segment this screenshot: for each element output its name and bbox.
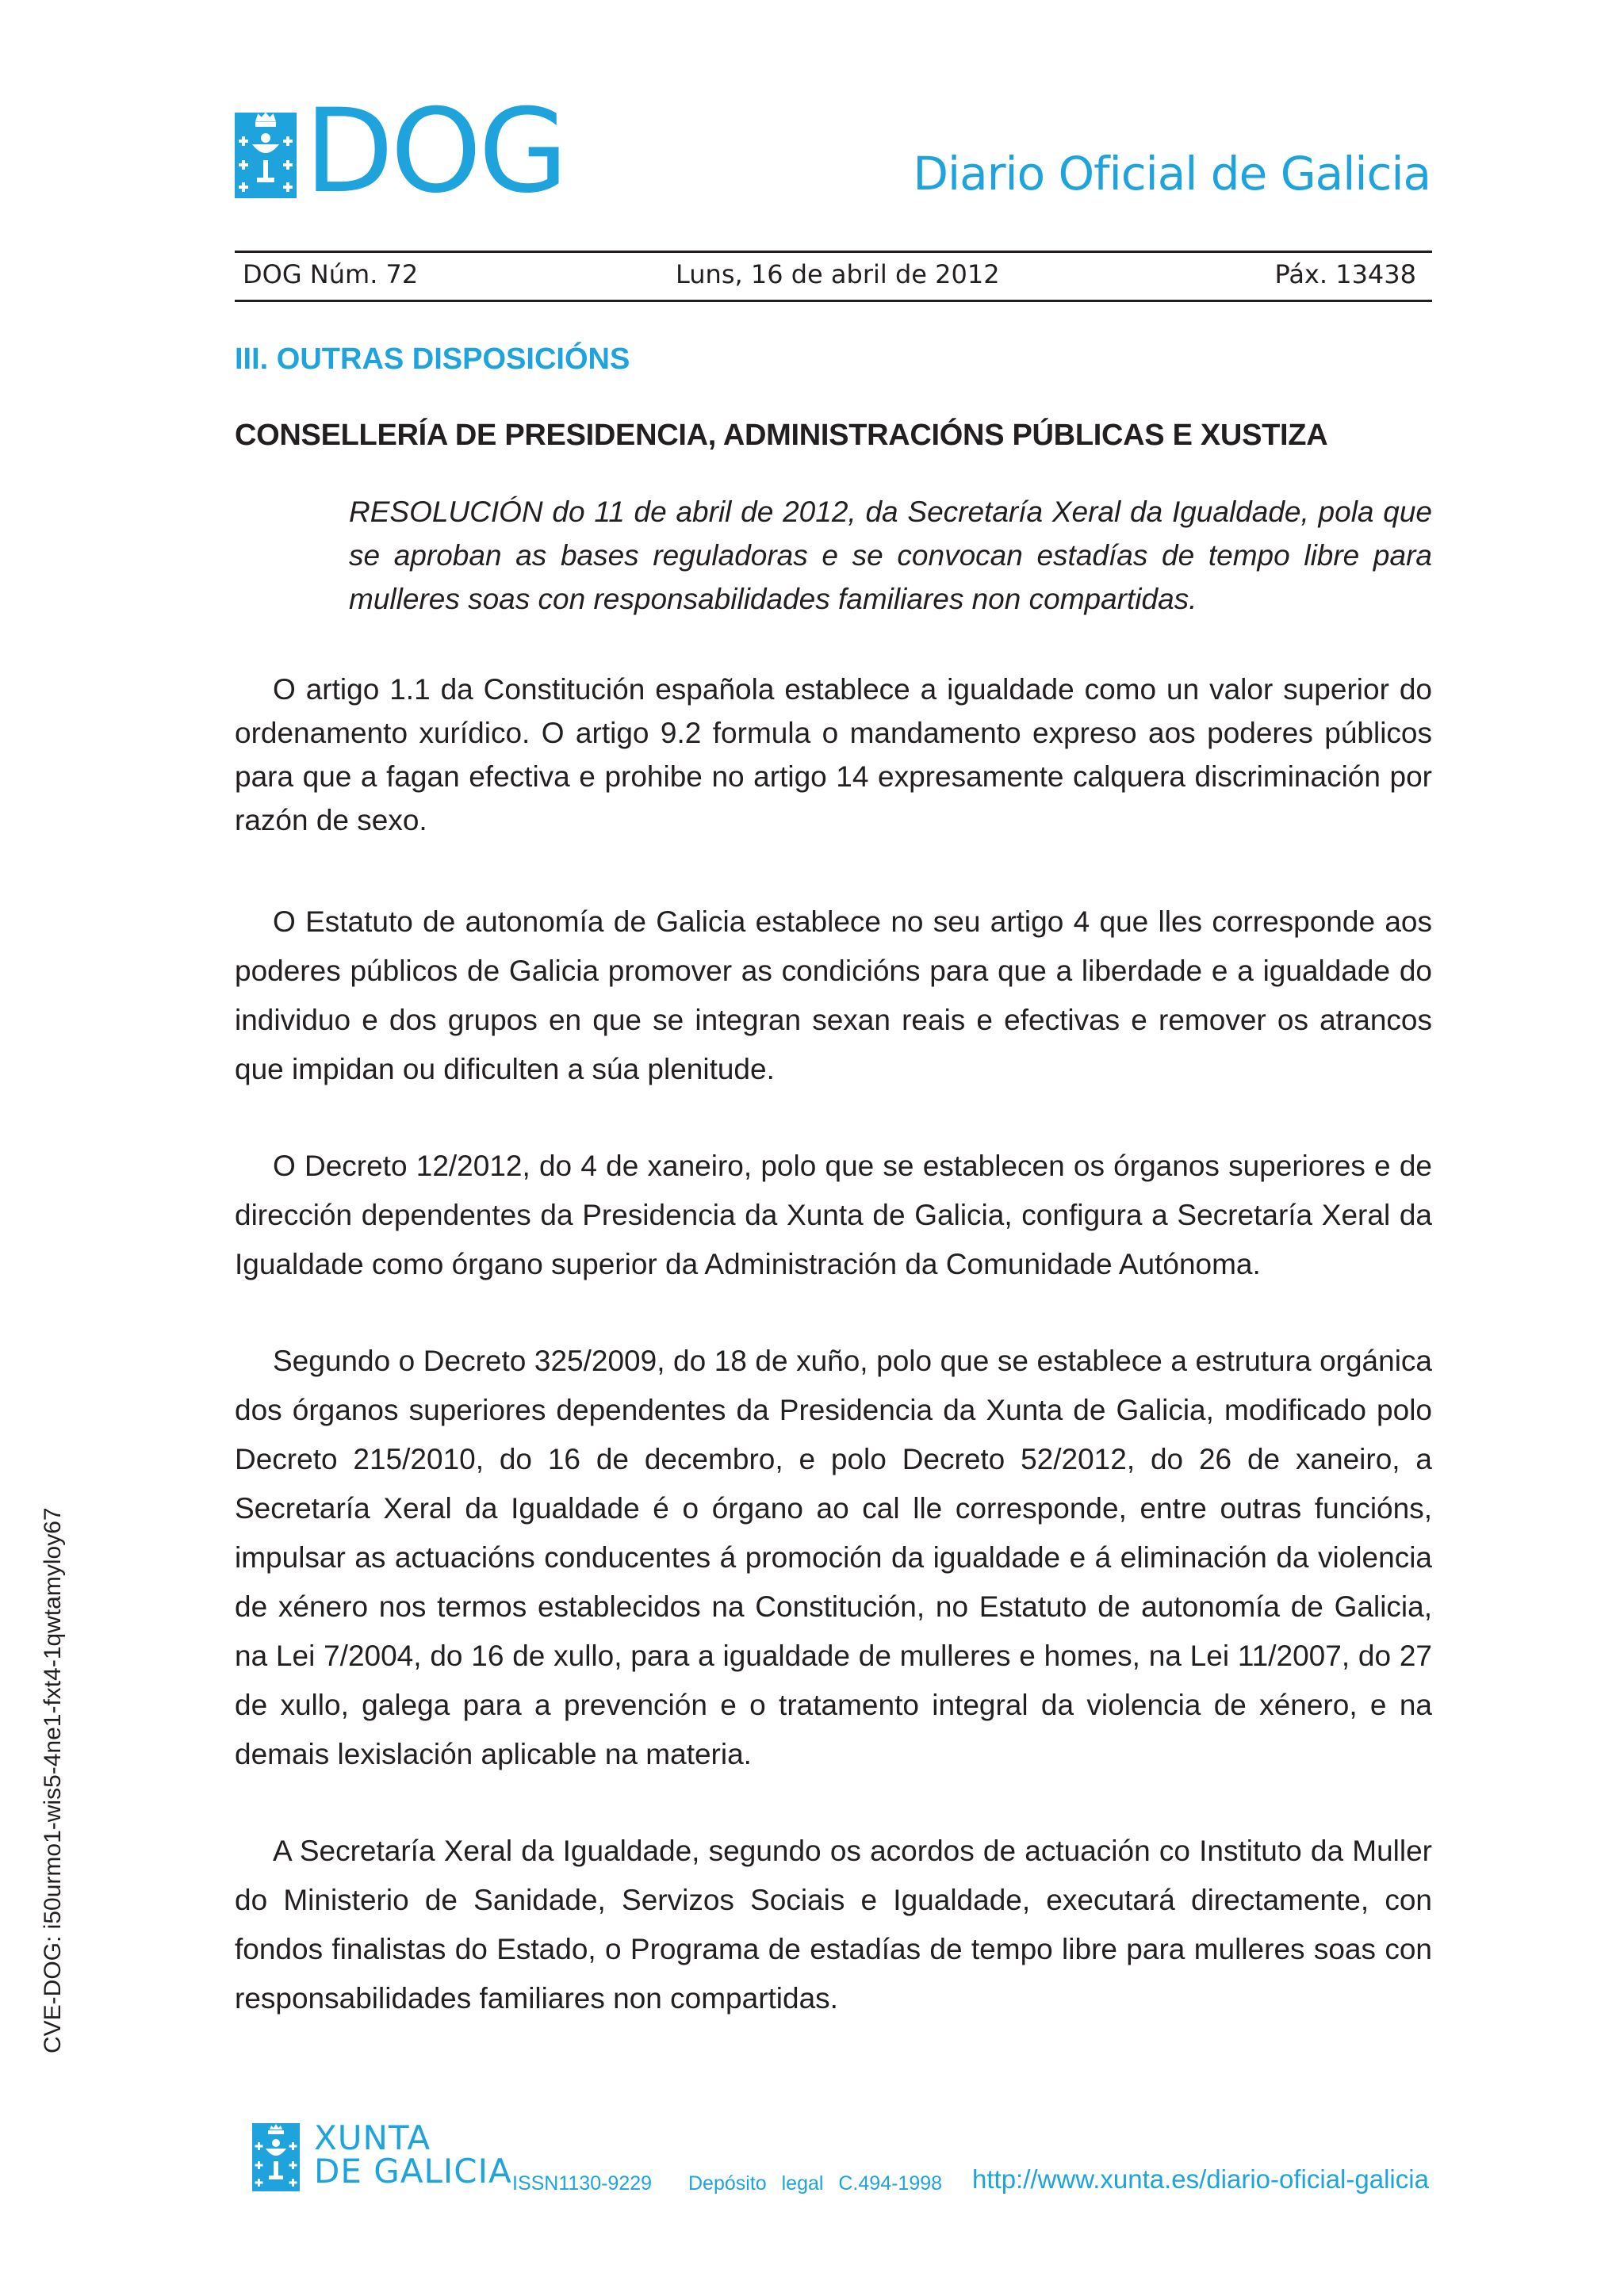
galicia-coat-of-arms-icon (235, 113, 297, 198)
issue-date: Luns, 16 de abril de 2012 (676, 259, 1000, 289)
cve-code: CVE-DOG: i50urmo1-wis5-4ne1-fxt4-1qwtamyloy67 (40, 1507, 66, 2053)
journal-title: Diario Oficial de Galicia (913, 147, 1431, 201)
dog-wordmark: DOG (304, 84, 565, 219)
issue-number: DOG Núm. 72 (243, 259, 419, 289)
xunta-line1: XUNTA (314, 2118, 431, 2157)
dog-logo (235, 113, 297, 198)
ministry-title: CONSELLERÍA DE PRESIDENCIA, ADMINISTRACIÓNS PÚBLICAS E XUSTIZA (235, 419, 1328, 452)
resolution-summary: RESOLUCIÓN do 11 de abril de 2012, da Secretaría Xeral da Igualdade, pola que se aproban as bases reguladoras e se convocan estadías de tempo libre para mulleres soas con responsabilidades familiares non compartidas. (349, 496, 1432, 615)
header-bottom-rule (235, 300, 1432, 302)
header-top-rule (235, 251, 1432, 253)
xunta-line2: DE GALICIA (314, 2152, 512, 2191)
section-title: III. OUTRAS DISPOSICIÓNS (235, 342, 630, 376)
xunta-emblem-icon (252, 2123, 300, 2191)
body-paragraph: O artigo 1.1 da Constitución española establece a igualdade como un valor superior do ordenamento xurídico. O artigo 9.2 formula o mandamento expreso aos poderes públicos para que a fagan efectiva e prohibe no artigo 14 expresamente calquera discriminación por razón de sexo. (235, 673, 1432, 836)
document-body (235, 668, 1432, 2071)
body-paragraph: A Secretaría Xeral da Igualdade, segundo os acordos de actuación co Instituto da Muller do Ministerio de Sanidade, Servizos Sociais e Igualdade, executará directamente, con fondos finalistas do Estado, o Programa de estadías de tempo libre para mulleres soas con responsabilidades familiares non compartidas. (235, 1835, 1432, 2015)
body-paragraph: O Decreto 12/2012, do 4 de xaneiro, polo que se establecen os órganos superiores e de dirección dependentes da Presidencia da Xunta de Galicia, configura a Secretaría Xeral da Igualdade como órgano superior da Administración da Comunidade Autónoma. (235, 1150, 1432, 1280)
xunta-logo-text (314, 2118, 512, 2191)
page-number: Páx. 13438 (1274, 259, 1416, 289)
deposito-legal: Depósito legal C.494-1998 (688, 2172, 943, 2195)
body-paragraph: Segundo o Decreto 325/2009, do 18 de xuño, polo que se establece a estrutura orgánica dos órganos superiores dependentes da Presidencia da Xunta de Galicia, modificado polo Decreto 215/2010, do 16 de decembro, e polo Decreto 52/2012, do 26 de xaneiro, a Secretaría Xeral da Igualdade é o órgano ao cal lle corresponde, entre outras funcións, impulsar as actuacións conducentes á promoción da igualdade e á eliminación da violencia de xénero nos termos establecidos na Constitución, no Estatuto de autonomía de Galicia, na Lei 7/2004, do 16 de xullo, para a igualdade de mulleres e homes, na Lei 11/2007, do 27 de xullo, galega para a prevención e o tratamento integral da violencia de xénero, e na demais lexislación aplicable na materia. (235, 1345, 1432, 1770)
body-paragraph: O Estatuto de autonomía de Galicia establece no seu artigo 4 que lles corresponde aos poderes públicos de Galicia promover as condicións para que a liberdade e a igualdade do individuo e dos grupos en que se integran sexan reais e efectivas e remover os atrancos que impidan ou dificulten a súa plenitude. (235, 905, 1432, 1085)
footer-url-link[interactable]: http://www.xunta.es/diario-oficial-galicia (972, 2164, 1429, 2194)
issn: ISSN1130-9229 (512, 2172, 653, 2195)
